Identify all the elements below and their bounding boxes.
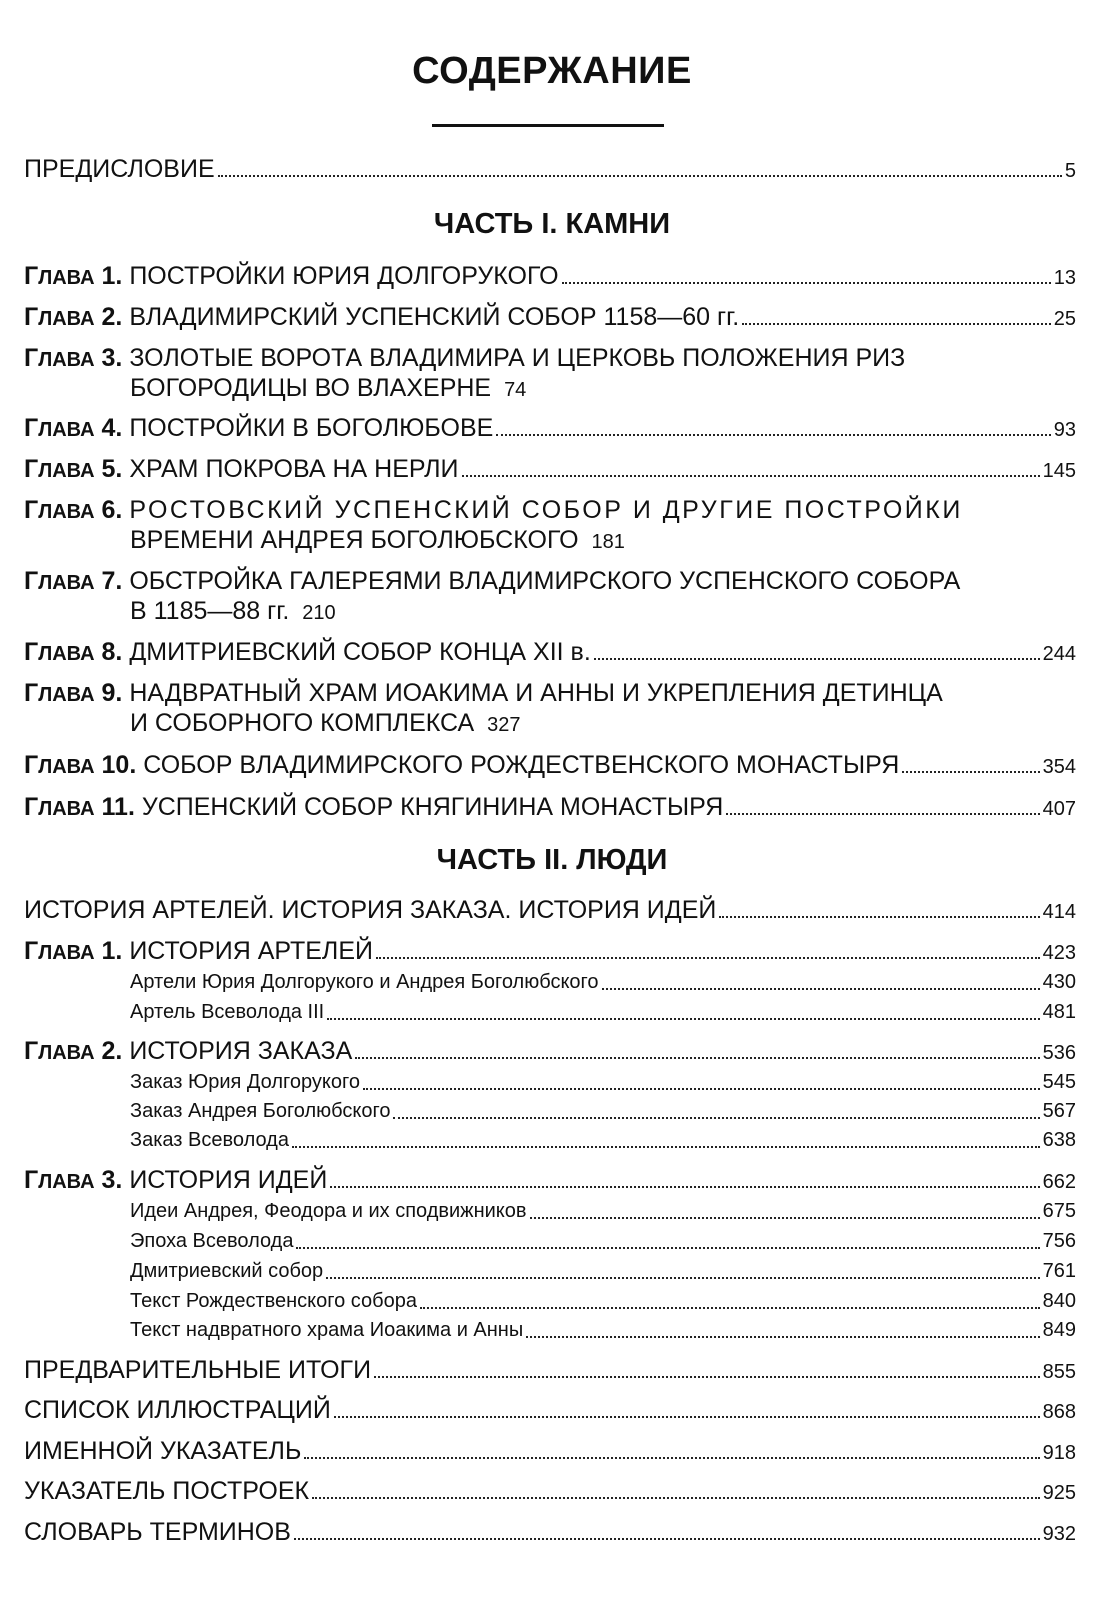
- toc-entry-part1-chapter-4: [24, 413, 1076, 443]
- page-number: 145: [1042, 460, 1076, 482]
- entry-label: ПОСТРОЙКИ В БОГОЛЮБОВЕ: [129, 414, 494, 442]
- dot-leader: [376, 957, 1040, 959]
- dot-leader: [420, 1307, 1040, 1309]
- dot-leader: [594, 658, 1040, 660]
- toc-entry-part1-chapter-7: [24, 566, 1076, 626]
- entry-label: ИСТОРИЯ АРТЕЛЕЙ: [129, 937, 373, 965]
- dot-leader: [327, 1018, 1039, 1020]
- entry-label: ПРЕДВАРИТЕЛЬНЫЕ ИТОГИ: [24, 1356, 372, 1384]
- dot-leader: [526, 1336, 1039, 1338]
- chapter-prefix: ГЛАВА 2.: [24, 303, 123, 331]
- page-number: 567: [1042, 1100, 1076, 1122]
- entry-label: ПОСТРОЙКИ ЮРИЯ ДОЛГОРУКОГО: [129, 262, 559, 290]
- entry-label: СЛОВАРЬ ТЕРМИНОВ: [24, 1518, 291, 1546]
- toc-subentry: [130, 1227, 1076, 1255]
- page-number: 74: [504, 379, 527, 401]
- toc-subentry: [130, 1197, 1076, 1225]
- part-1-heading: ЧАСТЬ I. КАМНИ: [433, 208, 671, 240]
- chapter-prefix: ГЛАВА 1.: [24, 262, 123, 290]
- part-2-heading: ЧАСТЬ II. ЛЮДИ: [436, 844, 668, 876]
- chapter-prefix: ГЛАВА 6.: [24, 496, 123, 524]
- dot-leader: [393, 1117, 1039, 1119]
- toc-entry-back-matter: [24, 1476, 1076, 1506]
- toc-entry-part1-chapter-10: [24, 750, 1076, 780]
- dot-leader: [562, 282, 1051, 284]
- entry-label: Дмитриевский собор: [130, 1260, 324, 1282]
- page-number: 756: [1042, 1230, 1076, 1252]
- toc-subentry: [130, 1257, 1076, 1285]
- chapter-prefix: ГЛАВА 1.: [24, 937, 123, 965]
- page-number: 25: [1053, 308, 1076, 330]
- dot-leader: [374, 1376, 1040, 1378]
- dot-leader: [530, 1217, 1040, 1219]
- dot-leader: [326, 1277, 1039, 1279]
- entry-label: ОБСТРОЙКА ГАЛЕРЕЯМИ ВЛАДИМИРСКОГО УСПЕНСКОГО СОБОРА: [129, 567, 961, 595]
- page-number: 925: [1042, 1482, 1076, 1504]
- entry-label-continued: И СОБОРНОГО КОМПЛЕКСА: [130, 709, 475, 737]
- page-number: 849: [1042, 1319, 1076, 1341]
- page-number: 13: [1053, 267, 1076, 289]
- dot-leader: [330, 1186, 1039, 1188]
- toc-entry-back-matter: [24, 1436, 1076, 1466]
- toc-entry-part2-chapter-2: [24, 1036, 1076, 1066]
- page-number: 918: [1042, 1442, 1076, 1464]
- chapter-prefix: ГЛАВА 2.: [24, 1037, 123, 1065]
- dot-leader: [742, 323, 1051, 325]
- page-number: 545: [1042, 1071, 1076, 1093]
- entry-label: РОСТОВСКИЙ УСПЕНСКИЙ СОБОР И ДРУГИЕ ПОСТРОЙКИ: [129, 496, 963, 524]
- page-number: 414: [1042, 901, 1076, 923]
- entry-label-continued: БОГОРОДИЦЫ ВО ВЛАХЕРНЕ: [130, 374, 492, 402]
- toc-entry-part1-chapter-3: [24, 343, 1076, 403]
- entry-label: Артели Юрия Долгорукого и Андрея Боголюбского: [130, 971, 599, 993]
- toc-entry-part1-chapter-11: [24, 792, 1076, 822]
- chapter-prefix: ГЛАВА 9.: [24, 679, 123, 707]
- toc-subentry: [130, 998, 1076, 1026]
- toc-subentry: [130, 1068, 1076, 1096]
- chapter-prefix: ГЛАВА 10.: [24, 751, 137, 779]
- entry-label: ВЛАДИМИРСКИЙ УСПЕНСКИЙ СОБОР 1158—60 гг.: [129, 303, 740, 331]
- entry-label: ИСТОРИЯ ЗАКАЗА: [129, 1037, 353, 1065]
- page-number: 407: [1042, 798, 1076, 820]
- toc-entry-part2-chapter-3: [24, 1165, 1076, 1195]
- entry-label: ПРЕДИСЛОВИЕ: [24, 155, 215, 183]
- page-number: 423: [1042, 942, 1076, 964]
- page-number: 5: [1064, 160, 1076, 182]
- toc-subentry: [130, 1287, 1076, 1315]
- page-number: 93: [1053, 419, 1076, 441]
- chapter-prefix: ГЛАВА 3.: [24, 344, 123, 372]
- toc-subentry: [130, 968, 1076, 996]
- dot-leader: [363, 1088, 1040, 1090]
- page-number: 354: [1042, 756, 1076, 778]
- toc-entry-part1-chapter-2: [24, 302, 1076, 332]
- dot-leader: [902, 771, 1039, 773]
- page-number: 536: [1042, 1042, 1076, 1064]
- dot-leader: [312, 1497, 1040, 1499]
- toc-entry-part2-intro: [24, 895, 1076, 925]
- toc-entry-part1-chapter-9: [24, 678, 1076, 738]
- page-number: 210: [302, 602, 336, 624]
- entry-label: ХРАМ ПОКРОВА НА НЕРЛИ: [129, 455, 459, 483]
- dot-leader: [726, 813, 1039, 815]
- dot-leader: [292, 1146, 1040, 1148]
- toc-subentry: [130, 1316, 1076, 1344]
- entry-label: СОБОР ВЛАДИМИРСКОГО РОЖДЕСТВЕНСКОГО МОНАСТЫРЯ: [143, 751, 900, 779]
- entry-label: Артель Всеволода III: [130, 1001, 325, 1023]
- toc-entry-part1-chapter-8: [24, 637, 1076, 667]
- dot-leader: [294, 1538, 1040, 1540]
- entry-label: ДМИТРИЕВСКИЙ СОБОР КОНЦА XII в.: [129, 638, 591, 666]
- chapter-prefix: ГЛАВА 5.: [24, 455, 123, 483]
- chapter-prefix: ГЛАВА 8.: [24, 638, 123, 666]
- toc-entry-part2-chapter-1: [24, 936, 1076, 966]
- page-number: 244: [1042, 643, 1076, 665]
- toc-entry-back-matter: [24, 1395, 1076, 1425]
- chapter-prefix: ГЛАВА 7.: [24, 567, 123, 595]
- entry-label: УСПЕНСКИЙ СОБОР КНЯГИНИНА МОНАСТЫРЯ: [141, 793, 724, 821]
- entry-label: Эпоха Всеволода: [130, 1230, 294, 1252]
- entry-label: Текст надвратного храма Иоакима и Анны: [130, 1319, 524, 1341]
- page-number: 481: [1042, 1001, 1076, 1023]
- entry-label-continued: В 1185—88 гг.: [130, 597, 290, 625]
- toc-subentry: [130, 1097, 1076, 1125]
- dot-leader: [462, 475, 1040, 477]
- page-number: 840: [1042, 1290, 1076, 1312]
- entry-label: Идеи Андрея, Феодора и их сподвижников: [130, 1200, 527, 1222]
- dot-leader: [304, 1457, 1039, 1459]
- entry-label: Текст Рождественского собора: [130, 1290, 417, 1312]
- toc-entry-back-matter: [24, 1355, 1076, 1385]
- dot-leader: [218, 175, 1062, 177]
- toc-entry-preface: [24, 154, 1076, 184]
- page-number: 662: [1042, 1171, 1076, 1193]
- dot-leader: [496, 434, 1050, 436]
- dot-leader: [355, 1057, 1039, 1059]
- page-number: 430: [1042, 971, 1076, 993]
- entry-label: ЗОЛОТЫЕ ВОРОТА ВЛАДИМИРА И ЦЕРКОВЬ ПОЛОЖЕНИЯ РИЗ: [129, 344, 906, 372]
- toc-entry-part1-chapter-6: [24, 495, 1076, 555]
- page-number: 181: [591, 531, 625, 553]
- page-number: 855: [1042, 1361, 1076, 1383]
- entry-label: НАДВРАТНЫЙ ХРАМ ИОАКИМА И АННЫ И УКРЕПЛЕНИЯ ДЕТИНЦА: [129, 679, 943, 707]
- page-number: 761: [1042, 1260, 1076, 1282]
- page-number: 932: [1042, 1523, 1076, 1545]
- toc-entry-back-matter: [24, 1517, 1076, 1547]
- chapter-prefix: ГЛАВА 3.: [24, 1166, 123, 1194]
- entry-label: ИСТОРИЯ ИДЕЙ: [129, 1166, 328, 1194]
- page-number: 638: [1042, 1129, 1076, 1151]
- entry-label: Заказ Юрия Долгорукого: [130, 1071, 360, 1093]
- entry-label: ИМЕННОЙ УКАЗАТЕЛЬ: [24, 1437, 302, 1465]
- entry-label: Заказ Андрея Боголюбского: [130, 1100, 391, 1122]
- toc-subentry: [130, 1126, 1076, 1154]
- entry-label-continued: ВРЕМЕНИ АНДРЕЯ БОГОЛЮБСКОГО: [130, 526, 579, 554]
- entry-label: УКАЗАТЕЛЬ ПОСТРОЕК: [24, 1477, 310, 1505]
- page-number: 868: [1042, 1401, 1076, 1423]
- entry-label: СПИСОК ИЛЛЮСТРАЦИЙ: [24, 1396, 331, 1424]
- toc-entry-part1-chapter-1: [24, 261, 1076, 291]
- page-number: 675: [1042, 1200, 1076, 1222]
- dot-leader: [334, 1416, 1040, 1418]
- chapter-prefix: ГЛАВА 4.: [24, 414, 123, 442]
- entry-label: ИСТОРИЯ АРТЕЛЕЙ. ИСТОРИЯ ЗАКАЗА. ИСТОРИЯ ИДЕЙ: [24, 896, 717, 924]
- dot-leader: [602, 988, 1040, 990]
- entry-label: Заказ Всеволода: [130, 1129, 289, 1151]
- title-rule: [432, 124, 664, 127]
- dot-leader: [296, 1247, 1039, 1249]
- toc-entry-part1-chapter-5: [24, 454, 1076, 484]
- chapter-prefix: ГЛАВА 11.: [24, 793, 135, 821]
- page-number: 327: [487, 714, 521, 736]
- dot-leader: [719, 916, 1039, 918]
- page-title: СОДЕРЖАНИЕ: [412, 50, 692, 92]
